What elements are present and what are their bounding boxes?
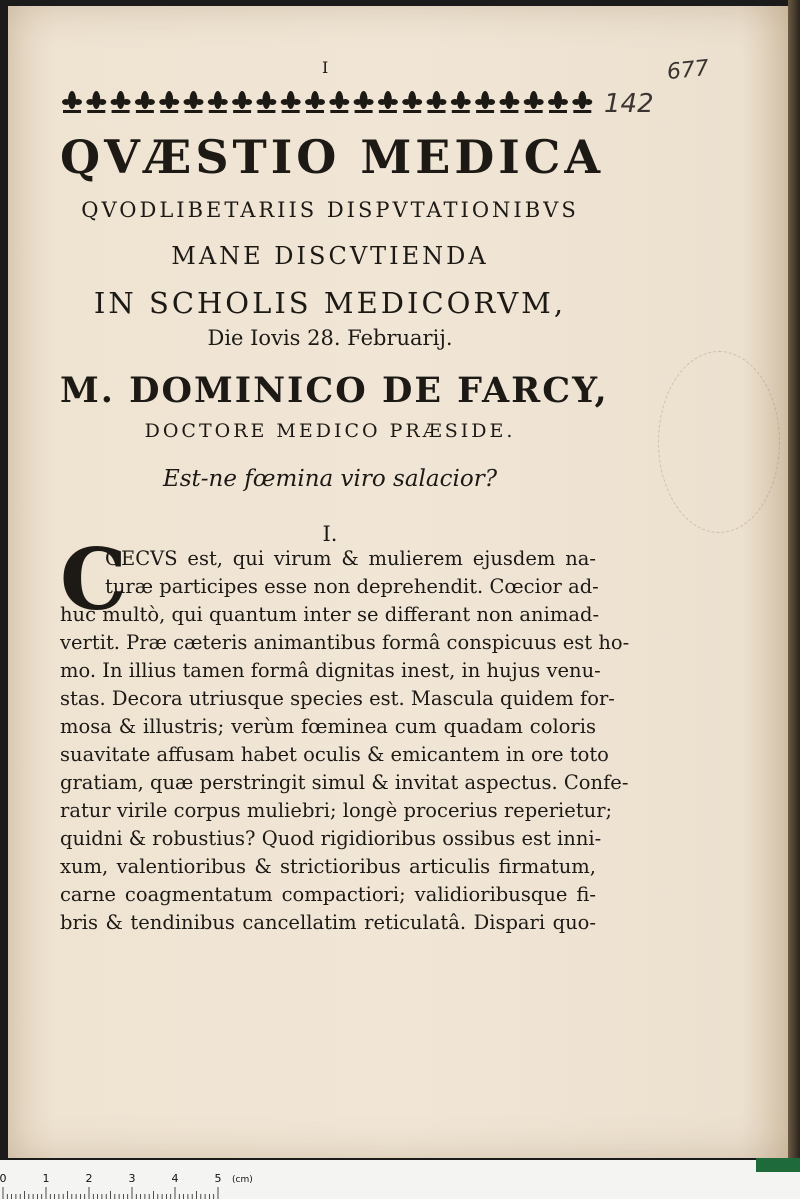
fleuron-icon (184, 91, 204, 113)
date-line: Die Iovis 28. Februarij. (207, 326, 453, 350)
doctor-line: DOCTORE MEDICO PRÆSIDE. (144, 420, 516, 442)
drop-cap: C (60, 530, 127, 629)
book-edge (788, 0, 800, 1160)
body-line: quidni & robustius? Quod rigidioribus ossibus est inni- (60, 827, 602, 850)
body-line: stas. Decora utriusque species est. Mascula quidem for- (60, 687, 615, 710)
body-line: huc multò, qui quantum inter se differant non animad- (60, 603, 600, 626)
fleuron-icon (111, 91, 131, 113)
ruler-label: 3 (128, 1172, 136, 1185)
fleuron-icon (86, 91, 106, 113)
bleed-through-stamp (658, 351, 780, 533)
body-line: mo. In illius tamen formâ dignitas inest, in hujus venu- (60, 659, 601, 682)
page-number: I (322, 58, 329, 77)
ruler-ticks (0, 1160, 260, 1199)
fleuron-icon (305, 91, 325, 113)
title: QVÆSTIO MEDICA (60, 130, 605, 184)
ruler-label: 4 (171, 1172, 179, 1185)
subtitle-quodlibetariis: QVODLIBETARIIS DISPVTATIONIBVS (81, 198, 579, 222)
fleuron-icon (402, 91, 422, 113)
fleuron-icon (499, 91, 519, 113)
body-line: OECVS est, qui virum & mulierem ejusdem na- (105, 547, 596, 570)
subtitle-scholis: IN SCHOLIS MEDICORVM, (93, 286, 567, 320)
question-heading: Est-ne fœmina viro salacior? (162, 466, 498, 492)
body-line: ratur virile corpus muliebri; longè procerius reperietur; (60, 799, 613, 822)
fleuron-icon (256, 91, 276, 113)
scale-ruler (0, 1160, 800, 1199)
body-line: vertit. Præ cæteris animantibus formâ conspicuus est ho- (60, 631, 630, 654)
fleuron-icon (208, 91, 228, 113)
fleuron-icon (451, 91, 471, 113)
ruler-label: 2 (85, 1172, 93, 1185)
subtitle-mane: MANE DISCVTIENDA (171, 242, 489, 270)
fleuron-icon (572, 91, 592, 113)
ruler-label: 5 (214, 1172, 222, 1185)
fleuron-icon (524, 91, 544, 113)
fleuron-icon (159, 91, 179, 113)
fleuron-icon (135, 91, 155, 113)
body-line: turæ participes esse non deprehendit. Cœcior ad- (105, 575, 599, 598)
color-target-tab (756, 1158, 800, 1172)
fleuron-icon (475, 91, 495, 113)
body-line: carne coagmentatum compactiori; validioribusque fi- (60, 883, 596, 906)
section-number: I. (322, 522, 338, 546)
preses-name: M. DOMINICO DE FARCY, (60, 370, 609, 411)
body-line: mosa & illustris; verùm fœminea cum quadam coloris (60, 715, 596, 738)
ruler-unit: (cm) (232, 1175, 253, 1185)
fleuron-icon (354, 91, 374, 113)
fleuron-icon (548, 91, 568, 113)
handwritten-number-top: 677 (665, 55, 711, 86)
fleuron-icon (427, 91, 447, 113)
body-line: xum, valentioribus & strictioribus articulis firmatum, (60, 855, 596, 878)
body-line: suavitate affusam habet oculis & emicantem in ore toto (60, 743, 609, 766)
fleuron-ornament-band (60, 85, 596, 115)
fleuron-icon (232, 91, 252, 113)
ruler-label: 1 (42, 1172, 50, 1185)
fleuron-icon (378, 91, 398, 113)
body-line: bris & tendinibus cancellatim reticulatâ. Dispari quo- (60, 911, 596, 934)
body-line: gratiam, quæ perstringit simul & invitat aspectus. Confe- (60, 771, 629, 794)
fleuron-icon (62, 91, 82, 113)
ruler-label: 0 (0, 1172, 7, 1185)
handwritten-folio-number: 142 (604, 89, 654, 119)
fleuron-icon (281, 91, 301, 113)
fleuron-icon (329, 91, 349, 113)
